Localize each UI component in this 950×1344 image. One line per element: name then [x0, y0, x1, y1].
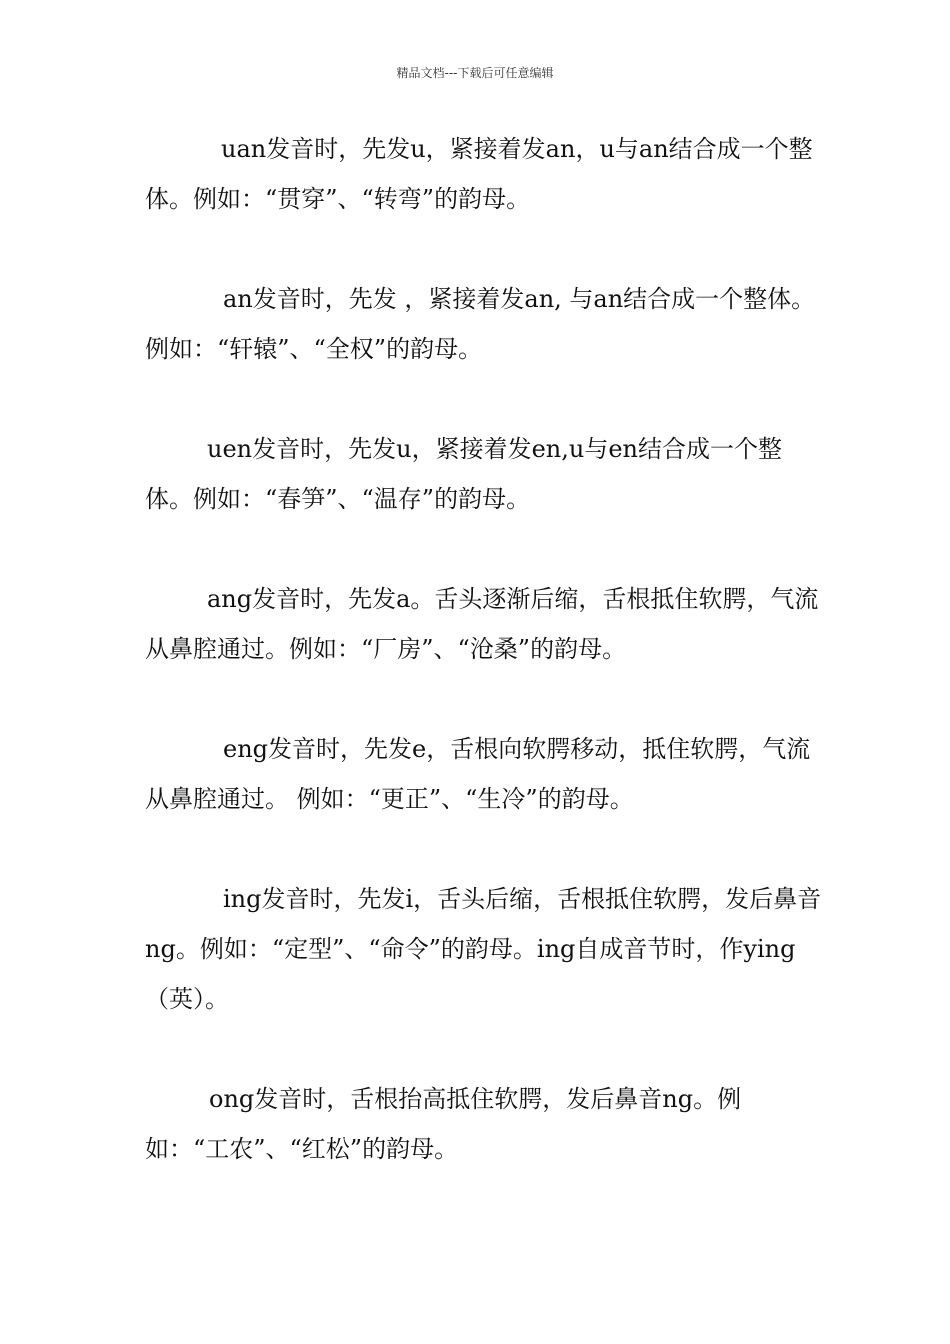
page-header: 精品文档---下载后可任意编辑	[396, 66, 554, 80]
document-body	[145, 124, 825, 1174]
paragraph-uan: uan发音时，先发u，紧接着发an，u与an结合成一个整体。例如：“贯穿”、“转弯”的韵母。	[145, 135, 813, 213]
paragraph-ing: ing发音时，先发i，舌头后缩，舌根抵住软腭，发后鼻音ng。例如：“定型”、“命令”的韵母。ing自成音节时，作ying（英）。	[145, 885, 822, 1013]
paragraph-ong: ong发音时，舌根抬高抵住软腭，发后鼻音ng。例如：“工农”、“红松”的韵母。	[145, 1085, 742, 1163]
paragraph-ang: ang发音时，先发a。舌头逐渐后缩，舌根抵住软腭，气流从鼻腔通过。例如：“厂房”、“沧桑”的韵母。	[145, 585, 819, 663]
paragraph-uen: uen发音时，先发u，紧接着发en,u与en结合成一个整体。例如：“春笋”、“温存”的韵母。	[145, 435, 782, 513]
paragraph-eng: eng发音时，先发e，舌根向软腭移动，抵住软腭，气流从鼻腔通过。 例如：“更正”、“生冷”的韵母。	[145, 735, 811, 813]
paragraph-an: an发音时，先发 ，紧接着发an, 与an结合成一个整体。例如：“轩辕”、“全权”的韵母。	[145, 285, 816, 363]
